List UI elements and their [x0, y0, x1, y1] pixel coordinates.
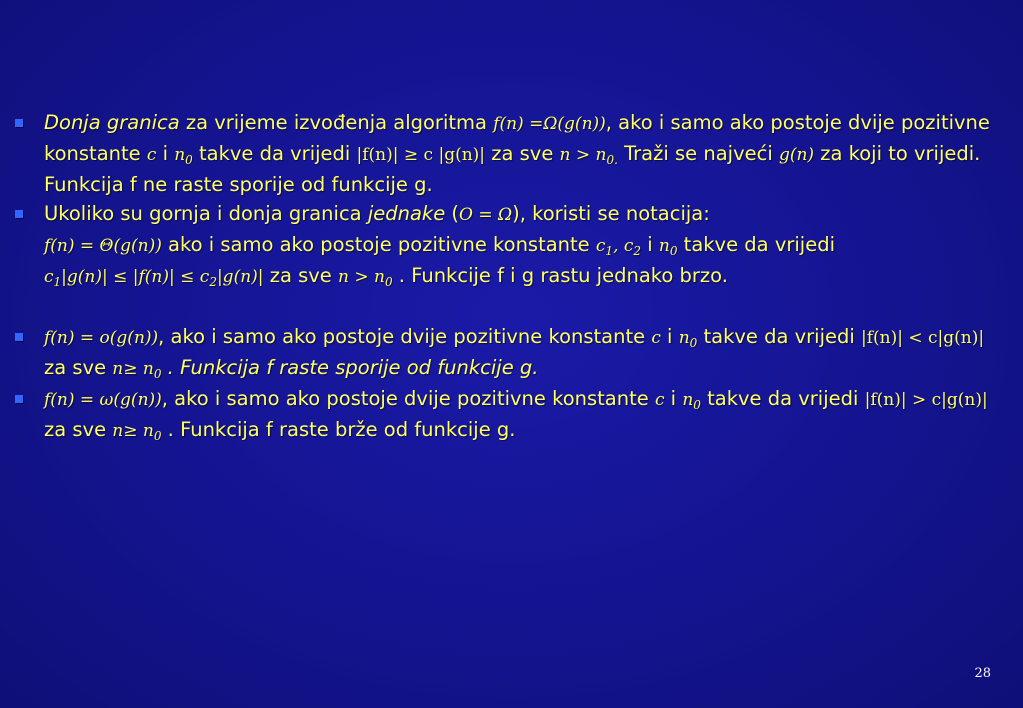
math-c1-c2: $c_1$, $c_2$: [595, 236, 642, 258]
text: za sve: [263, 264, 338, 287]
bullet-equal-bounds: [14, 199, 1009, 230]
text: , ako i samo ako postoje dvije pozitivne konstante: [161, 387, 655, 410]
text: takve da vrijedi: [677, 233, 836, 256]
text: i: [156, 142, 175, 165]
text: Ukoliko su gornja i donja granica: [44, 202, 368, 225]
text: , ako i samo ako postoje dvije pozitivne konstante: [44, 111, 990, 165]
text: takve da vrijedi: [697, 325, 862, 348]
bullet-little-omega: [14, 384, 1009, 446]
term-jednake: jednake: [367, 202, 446, 225]
text: za sve: [485, 142, 560, 165]
text: . Funkcija f raste brže od funkcije g.: [161, 418, 516, 441]
text: za sve: [44, 356, 113, 379]
math-inequality: $c_1|g(n)| \le |f(n)| \le c_2|g(n)|$: [44, 267, 264, 289]
math-n-ge-n0: $n\ge n_0$: [112, 359, 162, 381]
math-n-gt-n0: $n > n_{0.}$: [559, 145, 618, 167]
text: ako i samo ako postoje pozitivne konstante: [161, 233, 596, 256]
text: . Funkcije f i g rastu jednako brzo.: [392, 264, 728, 287]
bullet-square-icon: [15, 119, 23, 127]
text: i: [660, 325, 679, 348]
text: za sve: [44, 418, 113, 441]
text: za koji to vrijedi. Funkcija f ne raste sporije od funkcije g.: [44, 142, 981, 196]
math-c: c: [654, 390, 665, 410]
text: i: [664, 387, 683, 410]
slide-content: [14, 108, 1009, 446]
math-condition: |f(n)| ≥ c |g(n)|: [356, 145, 486, 165]
math-condition: |f(n)| < c|g(n)|: [861, 328, 985, 348]
math-n0: $n_0$: [682, 390, 701, 412]
math-o-equals-omega: O = Ω: [459, 205, 513, 225]
text: ), koristi se notacija:: [512, 202, 710, 225]
bullet-square-icon: [15, 210, 23, 218]
text: takve da vrijedi: [700, 387, 865, 410]
text: takve da vrijedi: [192, 142, 357, 165]
term-donja-granica: Donja granica: [44, 111, 180, 134]
math-condition: |f(n)| > c|g(n)|: [864, 390, 988, 410]
math-little-omega-def: f(n) = ω(g(n)): [44, 390, 162, 410]
math-omega-def: f(n) =Ω(g(n)): [493, 114, 606, 134]
text: za vrijeme izvođenja algoritma: [179, 111, 494, 134]
bullet-square-icon: [15, 395, 23, 403]
math-n-ge-n0: $n\ge n_0$: [112, 421, 162, 443]
math-n-gt-n0: $n > n_0$: [338, 267, 393, 289]
bullet-lower-bound: [14, 108, 1009, 199]
math-c: c: [651, 328, 661, 348]
text: i: [641, 233, 659, 256]
text: . Funkcija f raste sporije od funkcije g.: [161, 356, 539, 379]
math-n0: $n_0$: [174, 145, 193, 167]
text: , ako i samo ako postoje dvije pozitivne konstante: [158, 325, 652, 348]
theta-definition: [14, 230, 1009, 292]
spacer: [14, 292, 1009, 322]
math-n0: $n_0$: [658, 236, 678, 258]
bullet-square-icon: [15, 333, 23, 341]
text: Traži se najveći: [617, 142, 779, 165]
bullet-little-o: [14, 322, 1009, 384]
math-theta-def: f(n) = Θ(g(n)): [44, 236, 162, 256]
math-little-o-def: f(n) = o(g(n)): [44, 328, 159, 348]
math-gn: g(n): [778, 145, 815, 165]
page-number: 28: [974, 666, 991, 681]
math-n0: $n_0$: [678, 328, 698, 350]
text: (: [445, 202, 460, 225]
math-c: c: [146, 145, 157, 165]
